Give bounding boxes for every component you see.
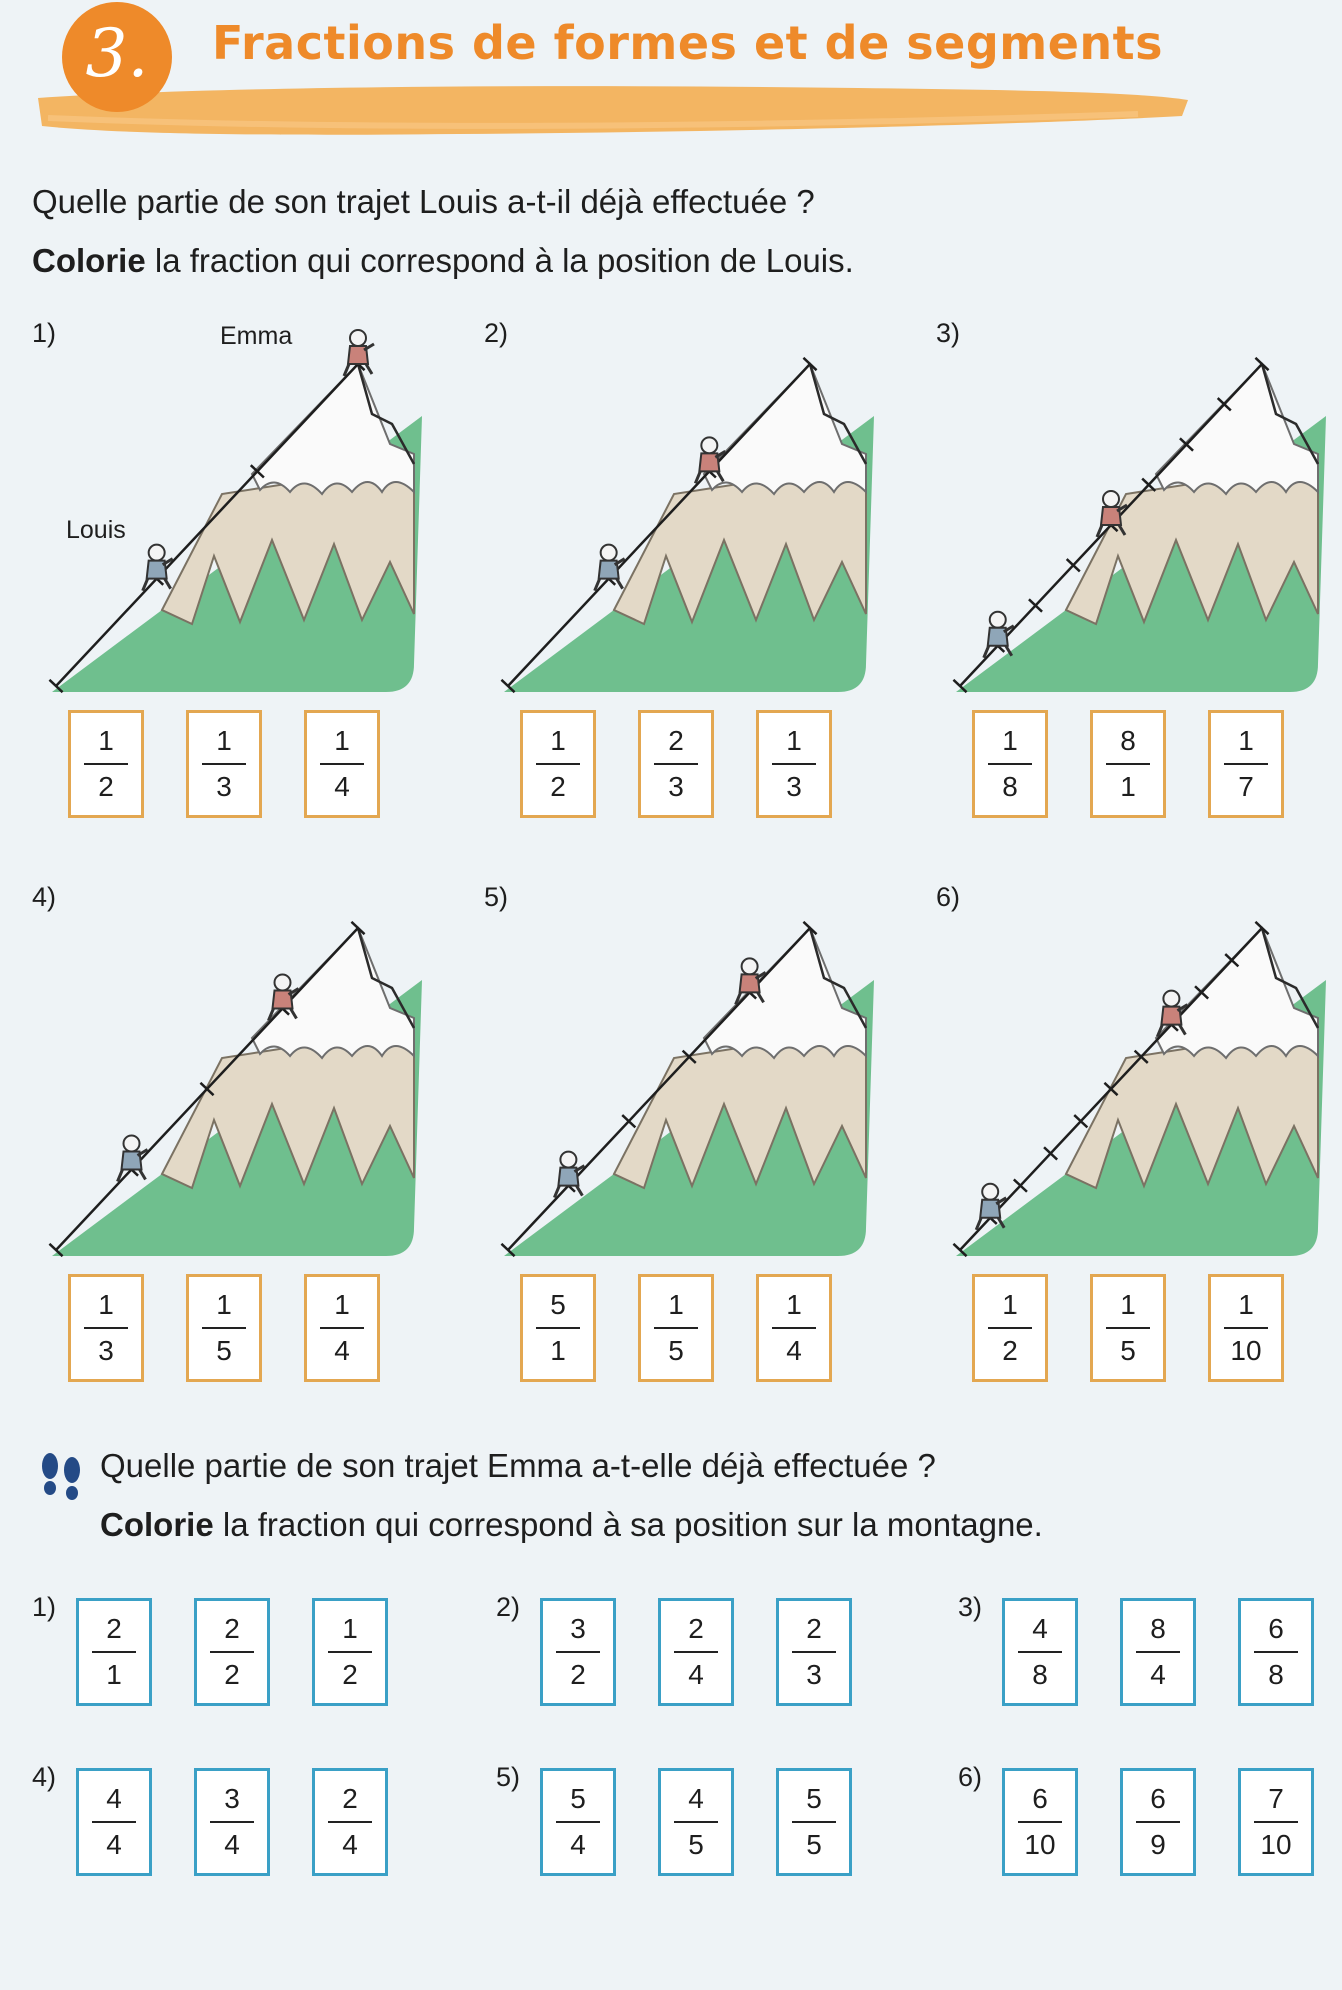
fraction-bar — [202, 1327, 246, 1329]
mountain-scene — [494, 324, 894, 704]
fraction-numerator: 1 — [98, 1289, 114, 1320]
fraction-numerator: 4 — [106, 1783, 122, 1814]
fraction-choice[interactable] — [1208, 1274, 1284, 1382]
section-number: 3. — [85, 14, 149, 92]
fraction-denominator: 9 — [1150, 1829, 1166, 1860]
fraction-numerator: 4 — [1032, 1613, 1048, 1644]
fraction-numerator: 7 — [1268, 1783, 1284, 1814]
exercise-label: 1) — [32, 1592, 57, 1622]
fraction-choice[interactable] — [776, 1598, 852, 1706]
fraction-denominator: 3 — [216, 771, 232, 802]
fraction-bar — [792, 1651, 836, 1653]
fraction-bar — [772, 763, 816, 765]
fraction-numerator: 1 — [786, 1289, 802, 1320]
fraction-denominator: 2 — [224, 1659, 240, 1690]
mountain-scene — [946, 324, 1342, 704]
fraction-denominator: 3 — [806, 1659, 822, 1690]
fraction-denominator: 2 — [1002, 1335, 1018, 1366]
brush-stroke-decoration — [38, 78, 1188, 140]
exercise-label: 6) — [958, 1762, 983, 1792]
exercise-label: 5) — [484, 882, 509, 912]
fraction-numerator: 4 — [688, 1783, 704, 1814]
fraction-choice[interactable] — [1090, 1274, 1166, 1382]
fraction-numerator: 5 — [570, 1783, 586, 1814]
fraction-choice[interactable] — [658, 1598, 734, 1706]
fraction-choice[interactable] — [1238, 1598, 1314, 1706]
fraction-bar — [1254, 1821, 1298, 1823]
fraction-bar — [1136, 1821, 1180, 1823]
instruction-2-text: la fraction qui correspond à sa position sur la montagne. — [213, 1506, 1043, 1543]
fraction-denominator: 1 — [1120, 771, 1136, 802]
fraction-denominator: 3 — [668, 771, 684, 802]
fraction-choice[interactable] — [776, 1768, 852, 1876]
fraction-numerator: 6 — [1150, 1783, 1166, 1814]
fraction-denominator: 4 — [688, 1659, 704, 1690]
fraction-numerator: 8 — [1120, 725, 1136, 756]
fraction-bar — [210, 1651, 254, 1653]
fraction-choice[interactable] — [658, 1768, 734, 1876]
mountain-scene — [946, 888, 1342, 1268]
fraction-bar — [92, 1651, 136, 1653]
fraction-denominator: 5 — [688, 1829, 704, 1860]
fraction-numerator: 1 — [550, 725, 566, 756]
fraction-numerator: 5 — [806, 1783, 822, 1814]
fraction-numerator: 5 — [550, 1289, 566, 1320]
fraction-choice[interactable] — [638, 710, 714, 818]
fraction-choice[interactable] — [68, 710, 144, 818]
exercise-label: 4) — [32, 882, 57, 912]
fraction-choice[interactable] — [638, 1274, 714, 1382]
fraction-choice[interactable] — [1002, 1598, 1078, 1706]
fraction-choice[interactable] — [540, 1598, 616, 1706]
fraction-bar — [556, 1821, 600, 1823]
instruction-1-text: la fraction qui correspond à la position de Louis. — [145, 242, 854, 279]
fraction-bar — [1018, 1821, 1062, 1823]
fraction-denominator: 2 — [570, 1659, 586, 1690]
exercise-label: 4) — [32, 1762, 57, 1792]
fraction-choice[interactable] — [312, 1598, 388, 1706]
fraction-choice[interactable] — [194, 1598, 270, 1706]
fraction-bar — [536, 1327, 580, 1329]
fraction-denominator: 3 — [98, 1335, 114, 1366]
fraction-choice[interactable] — [1090, 710, 1166, 818]
instruction-2-bold: Colorie — [100, 1506, 214, 1543]
exercise-label: 5) — [496, 1762, 521, 1792]
fraction-bar — [92, 1821, 136, 1823]
mountain-scene — [494, 888, 894, 1268]
fraction-bar — [988, 763, 1032, 765]
fraction-choice[interactable] — [520, 1274, 596, 1382]
fraction-numerator: 1 — [334, 1289, 350, 1320]
fraction-numerator: 3 — [570, 1613, 586, 1644]
question-2: Quelle partie de son trajet Emma a-t-elle déjà effectuée ? — [100, 1447, 936, 1484]
fraction-bar — [556, 1651, 600, 1653]
fraction-bar — [1224, 763, 1268, 765]
fraction-bar — [674, 1821, 718, 1823]
fraction-bar — [84, 1327, 128, 1329]
instruction-1 — [32, 243, 854, 279]
fraction-choice[interactable] — [756, 1274, 832, 1382]
fraction-denominator: 2 — [550, 771, 566, 802]
footprints-icon — [34, 1452, 88, 1504]
fraction-denominator: 5 — [216, 1335, 232, 1366]
fraction-bar — [1224, 1327, 1268, 1329]
fraction-choice[interactable] — [1120, 1768, 1196, 1876]
fraction-denominator: 10 — [1024, 1829, 1056, 1860]
fraction-numerator: 1 — [334, 725, 350, 756]
fraction-numerator: 1 — [98, 725, 114, 756]
page-title: Fractions de formes et de segments — [212, 16, 1164, 70]
fraction-numerator: 1 — [786, 725, 802, 756]
fraction-numerator: 1 — [216, 1289, 232, 1320]
emma-label: Emma — [220, 322, 293, 350]
fraction-denominator: 2 — [98, 771, 114, 802]
fraction-denominator: 2 — [342, 1659, 358, 1690]
fraction-bar — [536, 763, 580, 765]
mountain-scene — [42, 324, 442, 704]
section-number-badge — [62, 2, 172, 112]
fraction-numerator: 1 — [1002, 725, 1018, 756]
fraction-choice[interactable] — [76, 1768, 152, 1876]
fraction-bar — [320, 763, 364, 765]
fraction-choice[interactable] — [1120, 1598, 1196, 1706]
fraction-choice[interactable] — [312, 1768, 388, 1876]
fraction-choice[interactable] — [972, 710, 1048, 818]
fraction-denominator: 8 — [1032, 1659, 1048, 1690]
fraction-bar — [210, 1821, 254, 1823]
fraction-choice[interactable] — [304, 710, 380, 818]
exercise-label: 1) — [32, 318, 57, 348]
fraction-choice[interactable] — [1208, 710, 1284, 818]
fraction-denominator: 4 — [786, 1335, 802, 1366]
fraction-numerator: 1 — [668, 1289, 684, 1320]
exercise-label: 2) — [496, 1592, 521, 1622]
fraction-choice[interactable] — [520, 710, 596, 818]
fraction-choice[interactable] — [540, 1768, 616, 1876]
fraction-bar — [328, 1651, 372, 1653]
fraction-numerator: 1 — [1238, 725, 1254, 756]
fraction-bar — [1106, 1327, 1150, 1329]
fraction-bar — [988, 1327, 1032, 1329]
fraction-numerator: 3 — [224, 1783, 240, 1814]
fraction-bar — [320, 1327, 364, 1329]
fraction-bar — [1106, 763, 1150, 765]
page-header — [0, 0, 1342, 140]
fraction-denominator: 5 — [668, 1335, 684, 1366]
fraction-choice[interactable] — [76, 1598, 152, 1706]
fraction-numerator: 1 — [342, 1613, 358, 1644]
exercise-label: 3) — [936, 318, 961, 348]
fraction-bar — [772, 1327, 816, 1329]
exercise-label: 3) — [958, 1592, 983, 1622]
fraction-bar — [654, 763, 698, 765]
fraction-numerator: 1 — [1120, 1289, 1136, 1320]
fraction-denominator: 4 — [334, 771, 350, 802]
fraction-bar — [84, 763, 128, 765]
fraction-denominator: 3 — [786, 771, 802, 802]
fraction-denominator: 4 — [342, 1829, 358, 1860]
question-1: Quelle partie de son trajet Louis a-t-il déjà effectuée ? — [32, 183, 815, 220]
fraction-numerator: 2 — [668, 725, 684, 756]
fraction-denominator: 4 — [1150, 1659, 1166, 1690]
fraction-numerator: 2 — [688, 1613, 704, 1644]
fraction-denominator: 4 — [570, 1829, 586, 1860]
fraction-choice[interactable] — [194, 1768, 270, 1876]
fraction-numerator: 6 — [1268, 1613, 1284, 1644]
fraction-choice[interactable] — [1238, 1768, 1314, 1876]
fraction-bar — [674, 1651, 718, 1653]
fraction-denominator: 5 — [806, 1829, 822, 1860]
fraction-numerator: 2 — [224, 1613, 240, 1644]
instruction-2 — [100, 1507, 1043, 1543]
fraction-denominator: 1 — [106, 1659, 122, 1690]
fraction-denominator: 10 — [1230, 1335, 1262, 1366]
fraction-bar — [1254, 1651, 1298, 1653]
fraction-denominator: 4 — [106, 1829, 122, 1860]
fraction-denominator: 4 — [334, 1335, 350, 1366]
fraction-denominator: 8 — [1268, 1659, 1284, 1690]
fraction-denominator: 5 — [1120, 1335, 1136, 1366]
fraction-bar — [1018, 1651, 1062, 1653]
fraction-choice[interactable] — [186, 710, 262, 818]
fraction-choice[interactable] — [304, 1274, 380, 1382]
fraction-denominator: 7 — [1238, 771, 1254, 802]
louis-label: Louis — [66, 516, 126, 544]
fraction-choice[interactable] — [68, 1274, 144, 1382]
fraction-numerator: 2 — [806, 1613, 822, 1644]
fraction-choice[interactable] — [756, 710, 832, 818]
fraction-bar — [654, 1327, 698, 1329]
fraction-numerator: 6 — [1032, 1783, 1048, 1814]
fraction-numerator: 2 — [106, 1613, 122, 1644]
fraction-bar — [792, 1821, 836, 1823]
fraction-choice[interactable] — [186, 1274, 262, 1382]
exercise-label: 2) — [484, 318, 509, 348]
fraction-choice[interactable] — [972, 1274, 1048, 1382]
fraction-numerator: 1 — [1238, 1289, 1254, 1320]
fraction-bar — [328, 1821, 372, 1823]
fraction-numerator: 1 — [216, 725, 232, 756]
fraction-numerator: 2 — [342, 1783, 358, 1814]
fraction-denominator: 8 — [1002, 771, 1018, 802]
exercise-label: 6) — [936, 882, 961, 912]
fraction-numerator: 8 — [1150, 1613, 1166, 1644]
instruction-1-bold: Colorie — [32, 242, 146, 279]
fraction-numerator: 1 — [1002, 1289, 1018, 1320]
mountain-scene — [42, 888, 442, 1268]
fraction-bar — [1136, 1651, 1180, 1653]
fraction-denominator: 4 — [224, 1829, 240, 1860]
fraction-bar — [202, 763, 246, 765]
fraction-denominator: 1 — [550, 1335, 566, 1366]
fraction-denominator: 10 — [1260, 1829, 1292, 1860]
fraction-choice[interactable] — [1002, 1768, 1078, 1876]
